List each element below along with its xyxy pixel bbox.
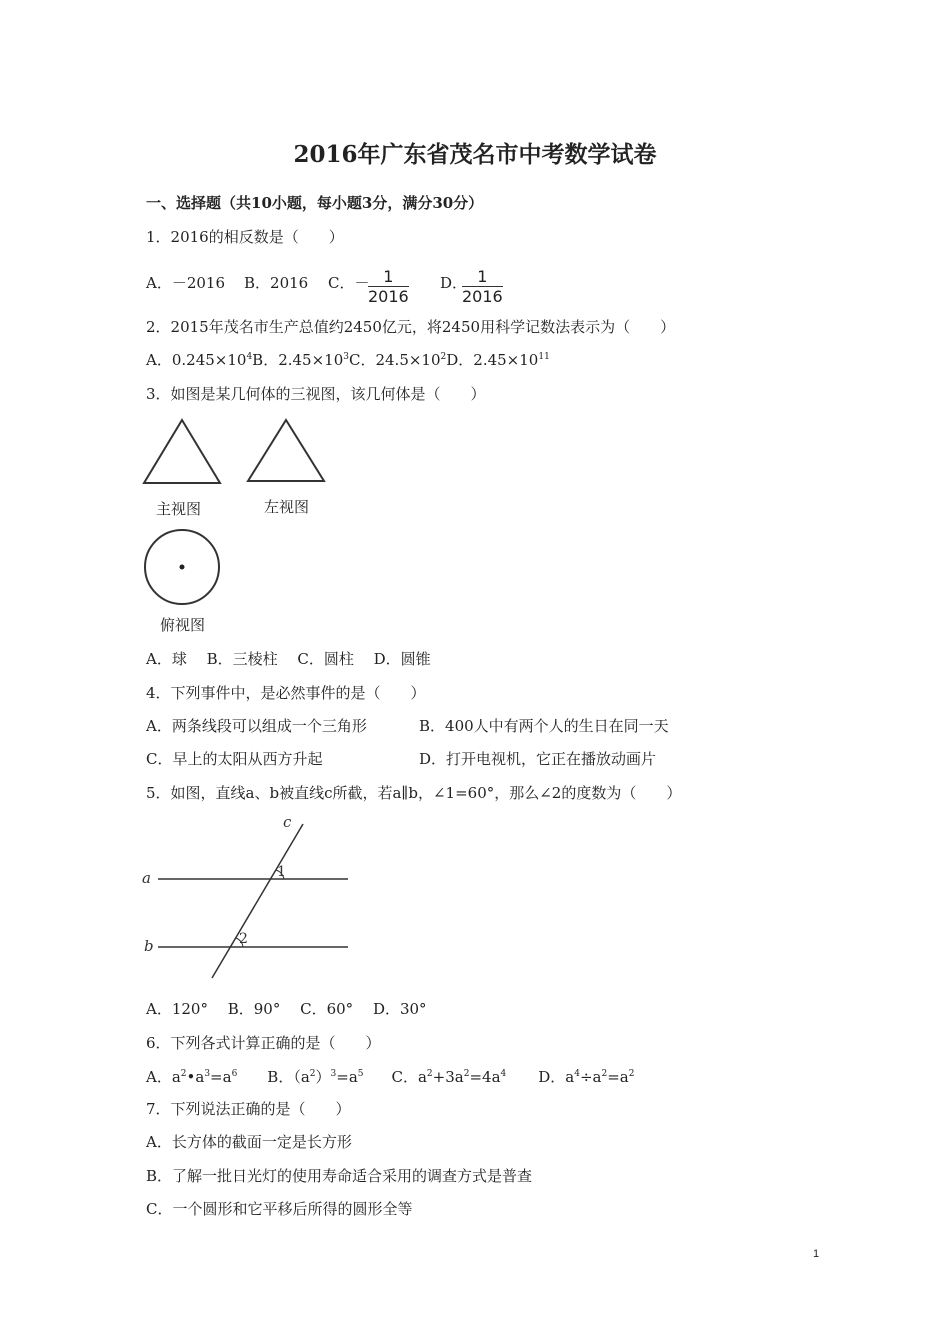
- exponent: 2: [440, 352, 447, 362]
- label-angle-2: 2: [239, 931, 248, 947]
- option-d: D．$a^4\div a^2=a^2$: [538, 1068, 635, 1086]
- question-5-stem: 5．如图，直线a、b被直线c所截，若a∥b，∠1=60°，那么∠2的度数为（ ）: [146, 784, 682, 802]
- question-2-options: [146, 349, 550, 370]
- fraction-denominator: 2016: [368, 287, 409, 306]
- top-view-center-dot: [180, 565, 185, 570]
- question-3-options: A．球 B．三棱柱 C．圆柱 D．圆锥: [146, 650, 431, 668]
- option-a: A．0.245×10: [146, 351, 247, 369]
- option-b: B．了解一批日光灯的使用寿命适合采用的调查方式是普查: [146, 1167, 533, 1185]
- section-heading: 一、选择题（共10小题，每小题3分，满分30分）: [146, 194, 484, 212]
- question-2-stem: 2．2015年茂名市生产总值约2450亿元，将2450用科学记数法表示为（ ）: [146, 318, 676, 336]
- page-number: 1: [813, 1248, 820, 1260]
- fraction-numerator: 1: [368, 268, 409, 287]
- exponent: 4: [246, 352, 253, 362]
- label-angle-1: 1: [277, 864, 286, 880]
- question-4-stem: 4．下列事件中，是必然事件的是（ ）: [146, 684, 426, 702]
- question-1-stem: 1．2016的相反数是（ ）: [146, 228, 344, 246]
- left-view-label: 左视图: [264, 498, 310, 516]
- fraction-numerator: 1: [462, 268, 503, 287]
- parallel-lines-figure: [140, 812, 360, 984]
- option-b: B．2.45×10: [252, 351, 344, 369]
- fraction-denominator: 2016: [462, 287, 503, 306]
- option-c: C．$a^2+3a^2=4a^4$: [391, 1068, 507, 1086]
- option-c: C．一个圆形和它平移后所得的圆形全等: [146, 1200, 413, 1218]
- option-c: C．早上的太阳从西方升起: [146, 750, 323, 768]
- label-b: b: [144, 937, 154, 955]
- option-c-fraction: [368, 268, 409, 307]
- option-a: A．长方体的截面一定是长方形: [146, 1133, 352, 1151]
- front-view-triangle: [144, 420, 220, 483]
- question-3-stem: 3．如图是某几何体的三视图，该几何体是（ ）: [146, 385, 486, 403]
- option-b: B．400人中有两个人的生日在同一天: [419, 717, 669, 735]
- label-c: c: [283, 813, 292, 831]
- top-view-label: 俯视图: [160, 616, 206, 634]
- exponent: 11: [538, 352, 550, 362]
- option-a: A．两条线段可以组成一个三角形: [146, 717, 367, 735]
- option-c: C．24.5×10: [348, 351, 441, 369]
- label-a: a: [142, 869, 151, 887]
- option-d: D．打开电视机，它正在播放动画片: [419, 750, 657, 768]
- option-b: B．2016: [244, 274, 309, 292]
- left-view-triangle: [248, 420, 324, 481]
- option-c-prefix: C．－: [328, 274, 370, 292]
- option-d-prefix: D．: [440, 274, 468, 292]
- option-a: A．$a^2•a^3=a^6$: [146, 1068, 238, 1086]
- question-7-stem: 7．下列说法正确的是（ ）: [146, 1100, 351, 1118]
- question-6-options: [146, 1066, 634, 1087]
- question-5-options: A．120° B．90° C．60° D．30°: [146, 1000, 427, 1018]
- option-d: D．2.45×10: [446, 351, 539, 369]
- front-view-label: 主视图: [156, 500, 202, 518]
- page-title: 2016年广东省茂名市中考数学试卷: [293, 141, 657, 168]
- option-a: A．－2016: [146, 274, 226, 292]
- exponent: 3: [343, 352, 349, 362]
- option-b: B．$(a^2)^3=a^5$: [267, 1068, 364, 1086]
- option-d-fraction: [462, 268, 503, 307]
- question-6-stem: 6．下列各式计算正确的是（ ）: [146, 1034, 381, 1052]
- three-view-figure: [140, 415, 340, 640]
- line-c: [212, 824, 303, 978]
